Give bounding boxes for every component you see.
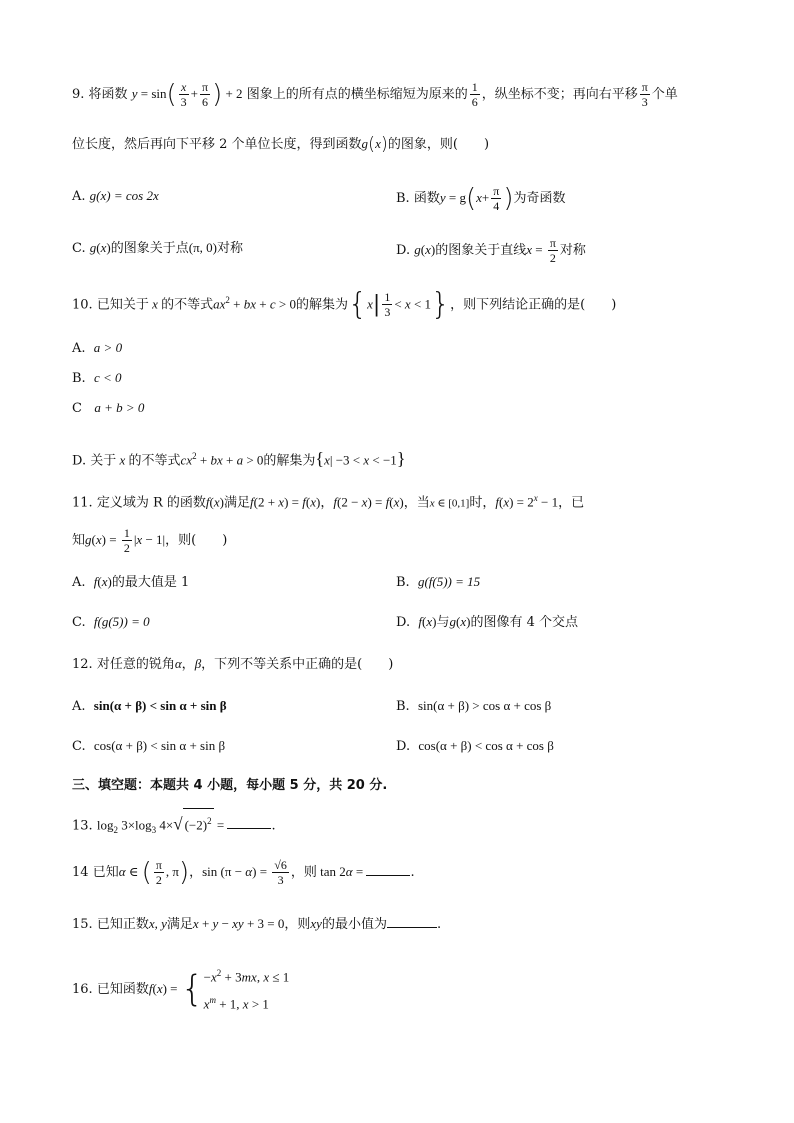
- question-9-options-cd: C. g(x)的图象关于点(π, 0)对称 D. g(x)的图象关于直线x = $\frac{\pi}{2}$ 对称: [72, 236, 586, 265]
- question-11-options-ab: A. f(x)的最大值是 1 B. g(f(5)) = 15: [72, 570, 734, 595]
- question-10-option-b: B. c < 0: [72, 370, 122, 386]
- question-9-line-1: 9. 将函数 y = sin( $\frac{x}{3}$ + $\frac{\pi}{6}$ ) + 2 图象上的所有点的横坐标缩短为原来的 $\frac{1}{6}$ ，纵坐标不变；再向右平移 $\frac{\pi}{3}$ 个单: [72, 79, 678, 110]
- option-d: D. f(x)与g(x)的图像有 4 个交点: [396, 614, 578, 630]
- question-10-option-c: C a + b > 0: [72, 400, 145, 416]
- question-9-options-ab: [72, 183, 734, 214]
- question-12-options-cd: C. cos(α + β) < sin α + sin β D. cos(α + β) < cos α + cos β: [72, 734, 734, 759]
- function-expression: y: [131, 86, 138, 101]
- question-14: 14 已知α ∈ ( $\frac{\pi}{2}$ , π)，sin (π − α) = $\frac{√6}{3}$ ，则 tan 2α = .: [72, 857, 415, 888]
- question-11-number: 11.: [72, 495, 93, 511]
- option-b: B. 函数y = g(x+ $\frac{\pi}{4}$ )为奇函数: [396, 183, 566, 214]
- question-12-line-1: 12. 对任意的锐角α，β，下列不等关系中正确的是( ): [72, 656, 394, 672]
- question-11-line-2: 知g(x) = $\frac{1}{2}$ |x − 1|，则( ): [72, 526, 228, 555]
- answer-blank[interactable]: [366, 861, 410, 876]
- answer-blank[interactable]: [387, 913, 437, 928]
- question-12-options-ab: A. sin(α + β) < sin α + sin β B. sin(α + β) > cos α + cos β: [72, 694, 734, 719]
- question-11-line-1: 11. 定义域为 R 的函数f(x)满足f(2 + x) = f(x)，f(2 − x) = f(x)，当x ∈ [0,1]时，$f(x) = 2^x - 1$，已: [72, 493, 585, 511]
- section-3-heading: 三、填空题：本题共 4 小题，每小题 5 分，共 20 分.: [72, 778, 388, 793]
- answer-blank[interactable]: [227, 814, 271, 829]
- option-d: D. g(x)的图象关于直线x = $\frac{\pi}{2}$ 对称: [396, 236, 586, 265]
- question-10-option-d: D. 关于 x 的不等式$cx^2$ + bx + a > 0的解集为{x| −3 < x < −1}: [72, 448, 406, 469]
- option-a-expression: g(x) = cos 2x: [89, 188, 159, 203]
- option-b: B. g(f(5)) = 15: [396, 574, 481, 590]
- question-9-number: 9.: [72, 87, 85, 102]
- question-10-number: 10.: [72, 297, 93, 313]
- question-13: 13. $\log_2 3\times\log_3$ 4×√ $(-2)^2$ = .: [72, 808, 734, 842]
- question-10-option-a: A. a > 0: [72, 340, 123, 356]
- option-b: B. sin(α + β) > cos α + cos β: [396, 698, 552, 714]
- question-16: 16. 已知函数f(x) = { $-x^2 + 3mx$, x ≤ 1 $x^m + 1$, x > 1: [72, 968, 290, 1012]
- option-d: D. cos(α + β) < cos α + cos β: [396, 738, 554, 754]
- question-10-line-1: 10. 已知关于 x 的不等式$ax^2$ + bx + c > 0的解集为{x| $\frac{1}{3}$ < x < 1}，则下列结论正确的是( ): [72, 286, 617, 322]
- option-a-label: A.: [72, 189, 86, 204]
- question-11-options-cd: C. f(g(5)) = 0 D. f(x)与g(x)的图像有 4 个交点: [72, 610, 734, 635]
- question-15: 15. 已知正数x, y满足x + y − xy + 3 = 0，则xy的最小值为 .: [72, 912, 734, 937]
- question-12-number: 12.: [72, 657, 93, 672]
- question-9-line-2: 位长度，然后再向下平移 2 个单位长度，得到函数g(x)的图象，则( ): [72, 133, 490, 155]
